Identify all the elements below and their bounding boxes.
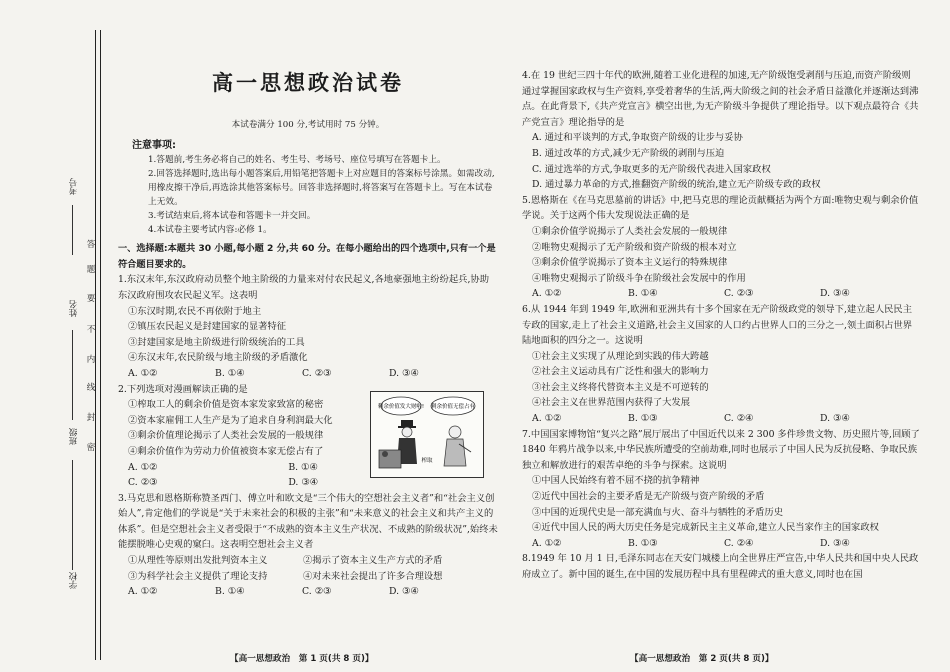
- question-option: C. 通过选举的方式,争取更多的无产阶级代表进入国家政权: [532, 163, 771, 175]
- choice-a: A. ①②: [128, 586, 158, 598]
- choice-c: C. ②③: [302, 586, 332, 598]
- question-3: [118, 491, 498, 600]
- question-stem: 4.在 19 世纪三四十年代的欧洲,随着工业化进程的加速,无产阶级饱受剥削与压迫,而资产阶级则通过掌握国家政权与生产资料,享受着奢华的生活,两大阶级之间的社会矛盾日益激化并逐渐达到沸点。在此背景下,《共产党宣言》横空出世,为无产阶级斗争提供了理论指导。以下观点最符合《共产党宣言》理论指导的是: [522, 70, 919, 128]
- binding-line: [95, 30, 96, 660]
- exam-number-label: 考号: [69, 178, 79, 195]
- answer-choices: [118, 366, 498, 382]
- question-option: ①从理性等原则出发批判资本主义: [128, 555, 268, 567]
- cartoon-bubble-2: 剩余价值无偿占有: [430, 404, 476, 410]
- answer-choices: [118, 460, 368, 476]
- exam-number-line: [72, 205, 73, 255]
- question-stem: 6.从 1944 年到 1949 年,欧洲和亚洲共有十多个国家在无产阶级政党的领导下,建立起人民民主专政的国家,走上了社会主义道路,社会主义国家的人口约占世界人口的三分之一,领土面积占世界陆地面积的四分之一。这说明: [522, 303, 913, 347]
- question-option: ②近代中国社会的主要矛盾是无产阶级与资产阶级的矛盾: [532, 491, 765, 503]
- name-line: [72, 330, 73, 420]
- answer-choices: [118, 475, 368, 491]
- question-option: ④对未来社会提出了许多合理设想: [303, 570, 443, 582]
- option-row: [118, 569, 498, 585]
- notice-item: 3.考试结束后,将本试卷和答题卡一并交回。: [148, 211, 316, 222]
- cartoon-illustration: [370, 391, 484, 478]
- question-option: ③剩余价值理论揭示了人类社会发展的一般规律: [128, 430, 324, 442]
- binding-line: [100, 30, 101, 660]
- choice-c: C. ②④: [724, 413, 754, 425]
- name-label: 姓名: [69, 300, 79, 317]
- question-option: ①榨取工人的剩余价值是资本家发家致富的秘密: [128, 399, 324, 411]
- seal-char: 答: [86, 240, 96, 250]
- question-5: [522, 193, 920, 302]
- question-option: ②资本家雇佣工人生产是为了追求自身利润最大化: [128, 414, 333, 426]
- right-column: [522, 68, 920, 583]
- question-option: ③封建国家是地主阶级进行阶级统治的工具: [128, 336, 305, 348]
- choice-c: C. ②④: [724, 537, 754, 549]
- exam-info: 本试卷满分 100 分,考试用时 75 分钟。: [231, 120, 385, 130]
- choice-a: A. ①②: [532, 537, 562, 549]
- choice-b: B. ①④: [215, 367, 245, 379]
- question-option: ④社会主义在世界范围内获得了大发展: [532, 397, 691, 409]
- cartoon-bubble-1: 剩余价值发大财啦!: [377, 404, 425, 410]
- choice-c: C. ②③: [724, 288, 754, 300]
- choice-b: B. ①③: [628, 413, 658, 425]
- choice-b: B. ①④: [288, 461, 318, 473]
- seal-char: 密: [86, 443, 96, 453]
- notice-title: 注意事项:: [132, 139, 176, 151]
- choice-b: B. ①④: [215, 586, 245, 598]
- question-option: ④近代中国人民的两大历史任务是完成新民主主义革命,建立人民当家作主的国家政权: [532, 522, 879, 534]
- question-1: [118, 272, 498, 381]
- seal-char: 封: [86, 413, 96, 423]
- choice-d: D. ③④: [820, 537, 850, 549]
- class-label: 班级: [69, 428, 79, 445]
- choice-d: D. ③④: [820, 413, 850, 425]
- question-stem: 5.恩格斯在《在马克思墓前的讲话》中,把马克思的理论贡献概括为两个方面:唯物史观与剩余价值学说。关于这两个伟大发现说法正确的是: [522, 194, 919, 222]
- page-footer-right: 【高一思想政治 第 2 页(共 8 页)】: [630, 654, 774, 664]
- section-heading: 一、选择题:本题共 30 小题,每小题 2 分,共 60 分。在每小题给出的四个选项中,只有一个是符合题目要求的。: [118, 243, 496, 270]
- answer-choices: [118, 584, 498, 600]
- question-option: ④东汉末年,农民阶级与地主阶级的矛盾激化: [128, 352, 308, 364]
- question-option: A. 通过和平谈判的方式,争取资产阶级的让步与妥协: [532, 132, 743, 144]
- question-option: ①社会主义实现了从理论到实践的伟大跨越: [532, 350, 709, 362]
- seal-char: 要: [86, 294, 96, 304]
- question-option: ②镇压农民起义是封建国家的显著特征: [128, 321, 287, 333]
- left-column: [118, 68, 498, 600]
- answer-choices: [522, 286, 920, 302]
- question-option: ④唯物史观揭示了阶级斗争在阶级社会发展中的作用: [532, 272, 746, 284]
- question-stem: 2.下列选项对漫画解读正确的是: [118, 383, 248, 395]
- answer-choices: [522, 411, 920, 427]
- choice-d: D. ③④: [389, 367, 419, 379]
- question-8: [522, 551, 920, 582]
- question-option: ③剩余价值学说揭示了资本主义运行的特殊规律: [532, 257, 728, 269]
- exam-title: 高一思想政治试卷: [212, 71, 404, 95]
- choice-b: B. ①③: [628, 537, 658, 549]
- cartoon-caption: 榨取: [421, 458, 433, 464]
- question-option: ③为科学社会主义提供了理论支持: [128, 570, 268, 582]
- question-stem: 3.马克思和恩格斯称赞圣西门、傅立叶和欧文是“三个伟大的空想社会主义者”和“社会主义创始人”,肯定他们的学说是“关于未来社会的积极的主张”和“未来意义的社会主义和共产主义的体系”。但是空想社会主义者受限于“不成熟的资本主义生产状况、不成熟的阶级状况”,始终未能摆脱唯心史观的窠臼。这表明空想社会主义者: [118, 492, 498, 551]
- choice-d: D. ③④: [820, 288, 850, 300]
- question-stem: 8.1949 年 10 月 1 日,毛泽东同志在天安门城楼上向全世界庄严宣告,中华人民共和国中央人民政府成立了。新中国的诞生,在中国的发展历程中具有里程碑式的重大意义,同时也在国: [522, 553, 919, 580]
- choice-a: A. ①②: [532, 288, 562, 300]
- question-stem: 7.中国国家博物馆“复兴之路”展厅展出了中国近代以来 2 300 多件珍贵文物、历史照片等,回顾了 1840 年鸦片战争以来,中华民族所遭受的空前劫难,同时也展示了中国人民为反抗侵略、争取民族独立和解放进行的艰苦卓绝的斗争与探索。这说明: [522, 428, 920, 471]
- question-option: ②社会主义运动具有广泛性和强大的影响力: [532, 366, 709, 378]
- question-option: B. 通过改革的方式,减少无产阶级的剥削与压迫: [532, 147, 725, 159]
- question-option: D. 通过暴力革命的方式,推翻资产阶级的统治,建立无产阶级专政的政权: [532, 179, 821, 191]
- question-option: ③中国的近现代史是一部充满血与火、奋斗与牺牲的矛盾历史: [532, 506, 784, 518]
- question-option: ④剩余价值作为劳动力价值被资本家无偿占有了: [128, 445, 324, 457]
- option-row: [118, 553, 498, 569]
- seal-char: 线: [86, 383, 96, 393]
- question-option: ①中国人民始终有着不屈不挠的抗争精神: [532, 475, 700, 487]
- choice-a: A. ①②: [128, 461, 158, 473]
- question-option: ③社会主义终将代替资本主义是不可逆转的: [532, 381, 709, 393]
- question-6: [522, 302, 920, 427]
- binding-strip: [0, 0, 105, 672]
- question-4: [522, 68, 920, 193]
- notice-item: 2.回答选择题时,选出每小题答案后,用铅笔把答题卡上对应题目的答案标号涂黑。如需改动,用橡皮擦干净后,再选涂其他答案标号。回答非选择题时,将答案写在答题卡上。写在本试卷上无效。: [148, 169, 495, 208]
- choice-a: A. ①②: [128, 367, 158, 379]
- seal-char: 内: [86, 355, 96, 365]
- question-option: ②揭示了资本主义生产方式的矛盾: [303, 555, 443, 567]
- question-option: ②唯物史观揭示了无产阶级和资产阶级的根本对立: [532, 241, 737, 253]
- choice-a: A. ①②: [532, 413, 562, 425]
- question-7: [522, 427, 920, 552]
- class-line: [72, 460, 73, 570]
- choice-b: B. ①④: [628, 288, 658, 300]
- seal-char: 题: [86, 265, 96, 275]
- choice-d: D. ③④: [389, 586, 419, 598]
- choice-c: C. ②③: [128, 477, 158, 489]
- choice-d: D. ③④: [288, 477, 319, 489]
- seal-char: 不: [86, 325, 96, 335]
- question-2: [118, 382, 368, 491]
- notice-item: 1.答题前,考生务必将自己的姓名、考生号、考场号、座位号填写在答题卡上。: [148, 155, 446, 166]
- notice-item: 4.本试卷主要考试内容:必修 1。: [148, 225, 272, 236]
- answer-choices: [522, 536, 920, 552]
- school-label: 学校: [69, 572, 79, 589]
- cartoon-drawing: [371, 392, 483, 477]
- question-stem: 1.东汉末年,东汉政府动员整个地主阶级的力量来对付农民起义,各地豪强地主纷纷起兵,协助东汉政府围攻农民起义军。这表明: [118, 274, 490, 301]
- page-footer-left: 【高一思想政治 第 1 页(共 8 页)】: [230, 654, 374, 664]
- choice-c: C. ②③: [302, 367, 332, 379]
- question-option: ①东汉时期,农民不再依附于地主: [128, 305, 262, 317]
- question-option: ①剩余价值学说揭示了人类社会发展的一般规律: [532, 225, 728, 237]
